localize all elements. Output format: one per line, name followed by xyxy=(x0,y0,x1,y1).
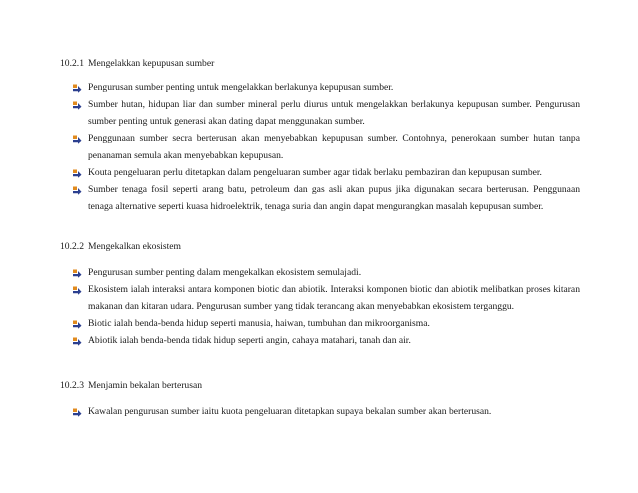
list-item-text: Kawalan pengurusan sumber iaitu kuota pengeluaran ditetapkan supaya bekalan sumber akan berterusan. xyxy=(88,406,492,417)
list-item-text: Abiotik ialah benda-benda tidak hidup seperti angin, cahaya matahari, tanah dan air. xyxy=(88,335,411,346)
list-item-text: makanan dan kitaran udara. Pengurusan sumber yang tidak terancang akan menyebabkan ekosistem terganggu. xyxy=(88,301,515,312)
arrow-bullet-icon xyxy=(72,83,82,93)
list-item-text: Pengurusan sumber penting untuk mengelakkan berlakunya kepupusan sumber. xyxy=(88,82,394,93)
list-item-text: tenaga alternative seperti kuasa hidroelektrik, tenaga suria dan angin dapat mengurangkan masalah kepupusan sumber. xyxy=(88,201,544,212)
section-heading xyxy=(60,241,181,253)
arrow-bullet-icon xyxy=(72,168,82,178)
arrow-bullet-icon xyxy=(72,134,82,144)
arrow-bullet-icon xyxy=(72,185,82,195)
list-item-text: Biotic ialah benda-benda hidup seperti manusia, haiwan, tumbuhan dan mikroorganisma. xyxy=(88,318,430,329)
arrow-bullet-icon xyxy=(72,100,82,110)
section-heading xyxy=(60,380,202,392)
list-item-text: Penggunaan sumber secra berterusan akan menyebabkan kepupusan sumber. Contohnya, penerokaan sumber hutan tanpa xyxy=(88,133,580,144)
arrow-bullet-icon xyxy=(72,319,82,329)
arrow-bullet-icon xyxy=(72,285,82,295)
list-item-text: penanaman semula akan menyebabkan kepupusan. xyxy=(88,150,284,161)
arrow-bullet-icon xyxy=(72,336,82,346)
arrow-bullet-icon xyxy=(72,407,82,417)
list-item-text: Sumber hutan, hidupan liar dan sumber mineral perlu diurus untuk mengelakkan berlakunya kepupusan sumber. Pengurusan xyxy=(88,99,580,110)
section-number: 10.2.1 xyxy=(60,58,84,69)
list-item-text: Pengurusan sumber penting dalam mengekalkan ekosistem semulajadi. xyxy=(88,267,362,278)
section-number: 10.2.2 xyxy=(60,241,84,252)
list-item-text: Ekosistem ialah interaksi antara komponen biotic dan abiotik. Interaksi komponen biotic dan abiotik melibatkan proses kitaran xyxy=(88,284,580,295)
section-number: 10.2.3 xyxy=(60,380,84,391)
section-title: Menjamin bekalan berterusan xyxy=(88,380,203,391)
arrow-bullet-icon xyxy=(72,268,82,278)
list-item-text: sumber penting untuk generasi akan dating dapat menggunakan sumber. xyxy=(88,116,365,127)
section-title: Mengekalkan ekosistem xyxy=(88,241,181,252)
list-item-text: Sumber tenaga fosil seperti arang batu, petroleum dan gas asli akan pupus jika digunakan secara berterusan. Penggunaan xyxy=(88,184,580,195)
list-item-text: Kouta pengeluaran perlu ditetapkan dalam pengeluaran sumber agar tidak berlaku pembaziran dan kepupusan sumber. xyxy=(88,167,542,178)
section-title: Mengelakkan kepupusan sumber xyxy=(88,58,215,69)
section-heading xyxy=(60,58,214,70)
